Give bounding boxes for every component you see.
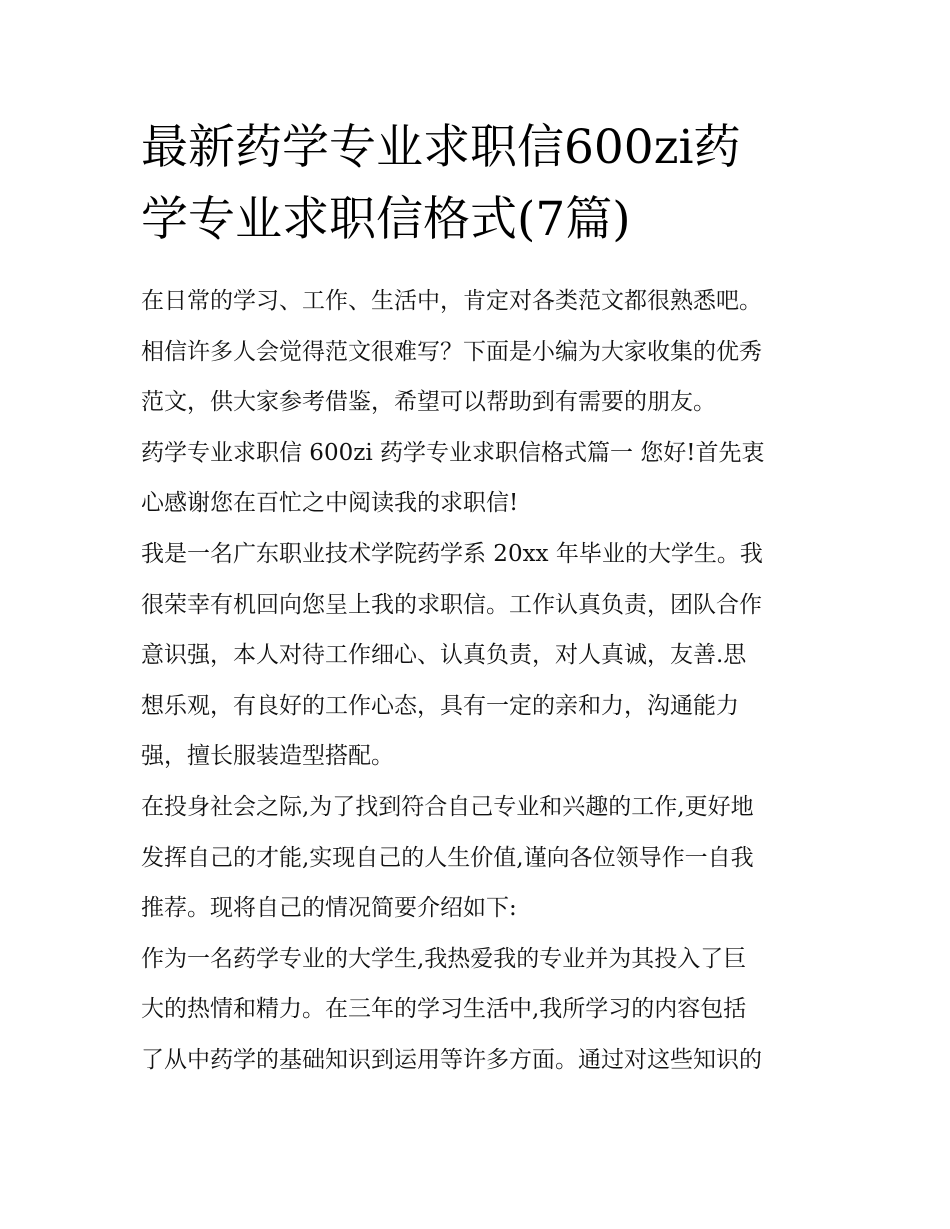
body-line: 作为一名药学专业的大学生,我热爱我的专业并为其投入了巨 bbox=[141, 945, 747, 972]
body-line: 了从中药学的基础知识到运用等许多方面。通过对这些知识的 bbox=[141, 1046, 762, 1073]
body-line: 范文，供大家参考借鉴，希望可以帮助到有需要的朋友。 bbox=[141, 389, 716, 416]
body-line: 想乐观，有良好的工作心态，具有一定的亲和力，沟通能力 bbox=[141, 692, 739, 719]
body-line: 推荐。现将自己的情况简要介绍如下: bbox=[141, 895, 517, 922]
document-body bbox=[141, 276, 831, 1086]
body-line: 大的热情和精力。在三年的学习生活中,我所学习的内容包括 bbox=[141, 996, 747, 1023]
body-line: 很荣幸有机回向您呈上我的求职信。工作认真负责，团队合作 bbox=[141, 591, 762, 618]
body-line: 强，擅长服装造型搭配。 bbox=[141, 743, 394, 770]
body-line: 在投身社会之际,为了找到符合自己专业和兴趣的工作,更好地 bbox=[141, 793, 754, 820]
body-line: 意识强，本人对待工作细心、认真负责，对人真诚，友善.思 bbox=[141, 642, 747, 669]
document-title bbox=[141, 112, 821, 256]
body-line: 发挥自己的才能,实现自己的人生价值,谨向各位领导作一自我 bbox=[141, 844, 754, 871]
title-line-2: 学专业求职信格式(7篇) bbox=[141, 192, 631, 247]
body-line: 心感谢您在百忙之中阅读我的求职信! bbox=[141, 490, 519, 517]
title-line-1: 最新药学专业求职信600zi药 bbox=[141, 120, 741, 175]
body-line: 我是一名广东职业技术学院药学系 20xx 年毕业的大学生。我 bbox=[141, 540, 763, 567]
body-line: 药学专业求职信 600zi 药学专业求职信格式篇一 您好!首先衷 bbox=[141, 439, 765, 466]
body-line: 相信许多人会觉得范文很难写？下面是小编为大家收集的优秀 bbox=[141, 338, 762, 365]
body-line: 在日常的学习、工作、生活中，肯定对各类范文都很熟悉吧。 bbox=[141, 288, 762, 314]
